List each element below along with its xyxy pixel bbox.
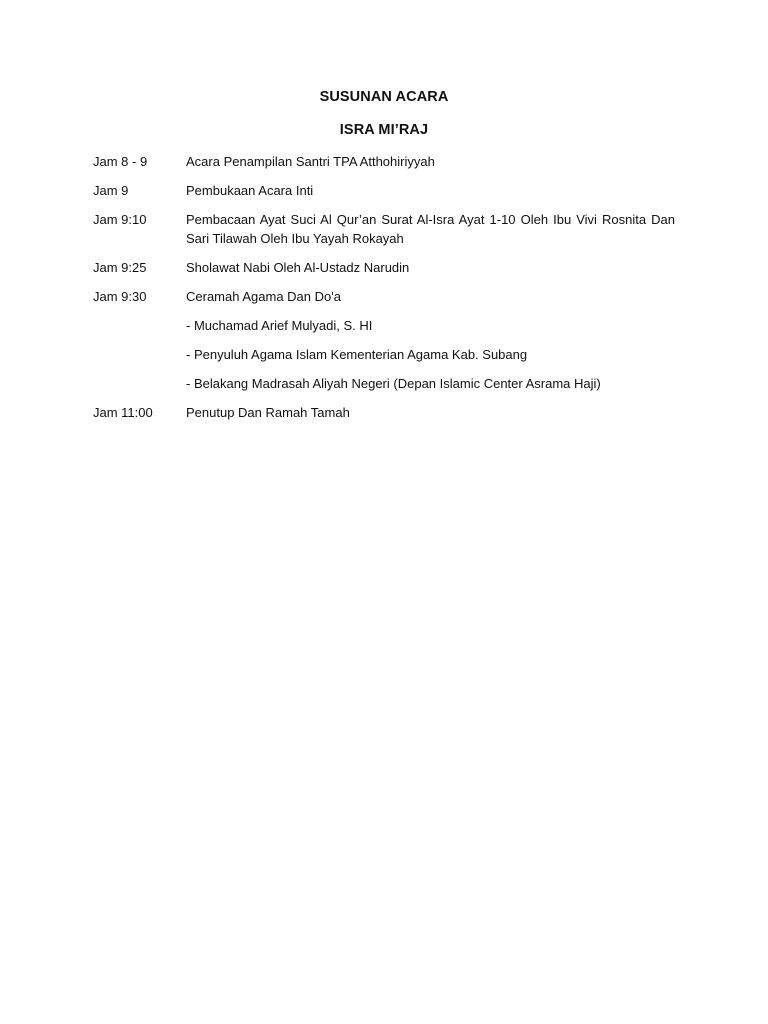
- schedule-description: Acara Penampilan Santri TPA Atthohiriyyah: [186, 154, 435, 169]
- schedule-row: [93, 316, 675, 335]
- schedule-row: [93, 258, 675, 277]
- schedule-time: Jam 9:30: [93, 289, 147, 304]
- schedule-row: [93, 374, 675, 393]
- schedule-description: - Penyuluh Agama Islam Kementerian Agama Kab. Subang: [186, 347, 528, 362]
- schedule-description: Penutup Dan Ramah Tamah: [186, 405, 350, 420]
- schedule-row: [93, 345, 675, 364]
- schedule-row: [93, 403, 675, 422]
- schedule-time: [93, 316, 186, 335]
- schedule-list: [93, 152, 675, 432]
- schedule-description: Sholawat Nabi Oleh Al-Ustadz Narudin: [186, 260, 410, 275]
- schedule-description: - Belakang Madrasah Aliyah Negeri (Depan Islamic Center Asrama Haji): [186, 376, 601, 391]
- schedule-time: Jam 9:25: [93, 260, 147, 275]
- schedule-row: [93, 287, 675, 306]
- schedule-time: Jam 9: [93, 183, 129, 198]
- schedule-row: [93, 210, 675, 248]
- document-subtitle: ISRA MI’RAJ: [339, 122, 429, 138]
- schedule-time: Jam 11:00: [93, 405, 153, 420]
- document-title: SUSUNAN ACARA: [319, 89, 449, 105]
- schedule-time: [93, 345, 186, 364]
- schedule-time: [93, 374, 186, 393]
- schedule-time: Jam 9:10: [93, 212, 147, 227]
- schedule-time: Jam 8 - 9: [93, 154, 148, 169]
- schedule-description: Pembukaan Acara Inti: [186, 183, 314, 198]
- schedule-description: Ceramah Agama Dan Do'a: [186, 289, 341, 304]
- schedule-description: Pembacaan Ayat Suci Al Qur’an Surat Al-Isra Ayat 1-10 Oleh Ibu Vivi Rosnita Dan Sari Tilawah Oleh Ibu Yayah Rokayah: [186, 212, 675, 246]
- schedule-row: [93, 152, 675, 171]
- schedule-description: - Muchamad Arief Mulyadi, S. HI: [186, 318, 373, 333]
- schedule-row: [93, 181, 675, 200]
